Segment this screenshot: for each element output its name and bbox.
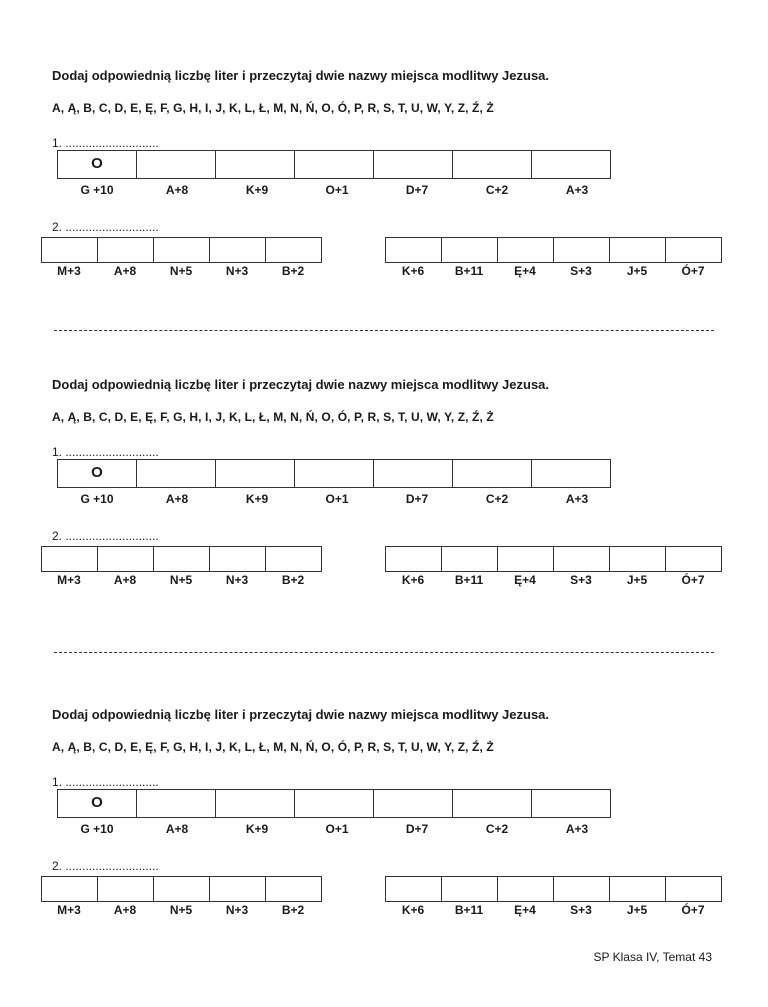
letter-hint: O+1 [325,492,349,506]
letter-box[interactable] [497,876,554,902]
letter-hint: J+5 [626,573,648,587]
letter-hint: K+6 [401,573,425,587]
letter-hint: M+3 [57,573,81,587]
letter-box[interactable] [215,459,295,488]
page-footer: SP Klasa IV, Temat 43 [593,950,712,964]
letter-box[interactable] [153,546,210,572]
letter-hint: D+7 [405,492,429,506]
alphabet-line: A, Ą, B, C, D, E, Ę, F, G, H, I, J, K, L, Ł, M, N, Ń, O, Ó, P, R, S, T, U, W, Y, Z, Ź, Ż [52,410,494,424]
letter-box[interactable] [153,237,210,263]
letter-hint: M+3 [57,264,81,278]
letter-hint: G +10 [80,492,114,506]
letter-hint: A+3 [565,822,589,836]
letter-hint: S+3 [570,264,592,278]
exercise-section-2 [0,377,768,677]
given-letter-box: O [57,150,137,179]
letter-box[interactable] [531,459,611,488]
letter-hint: M+3 [57,903,81,917]
letter-hint: K+9 [245,822,269,836]
letter-hint: S+3 [570,573,592,587]
letter-hint: J+5 [626,264,648,278]
letter-hint: A+8 [165,183,189,197]
letter-hint: O+1 [325,183,349,197]
letter-box[interactable] [609,876,666,902]
letter-hint: J+5 [626,903,648,917]
letter-box[interactable] [294,789,374,818]
letter-box[interactable] [209,876,266,902]
letter-box[interactable] [373,459,453,488]
letter-hint: A+8 [113,573,137,587]
letter-hint: C+2 [485,183,509,197]
letter-hint: K+9 [245,183,269,197]
letter-box[interactable] [265,546,322,572]
letter-hint: A+3 [565,183,589,197]
letter-hint: N+3 [225,903,249,917]
letter-box[interactable] [497,237,554,263]
letter-hint: B+11 [454,573,484,587]
letter-box[interactable] [441,876,498,902]
word1-hints [57,492,617,506]
letter-hint: Ę+4 [514,903,536,917]
letter-box[interactable] [97,546,154,572]
letter-hint: N+5 [169,264,193,278]
letter-hint: A+8 [113,903,137,917]
letter-hint: K+6 [401,264,425,278]
letter-box[interactable] [209,546,266,572]
word2b-hints [385,903,721,917]
word2b-hints [385,573,721,587]
letter-hint: G +10 [80,183,114,197]
letter-box[interactable] [136,459,216,488]
letter-hint: O+1 [325,822,349,836]
letter-box[interactable] [531,150,611,179]
letter-box[interactable] [209,237,266,263]
letter-box[interactable] [136,789,216,818]
word1-letter-boxes [57,150,611,179]
word1-hints [57,183,617,197]
letter-box[interactable] [265,876,322,902]
word1-letter-boxes [57,459,611,488]
letter-box[interactable] [452,789,532,818]
letter-box[interactable] [665,546,722,572]
given-letter-box: O [57,789,137,818]
letter-hint: A+8 [113,264,137,278]
letter-hint: K+6 [401,903,425,917]
letter-hint: C+2 [485,492,509,506]
letter-box[interactable] [97,237,154,263]
alphabet-line: A, Ą, B, C, D, E, Ę, F, G, H, I, J, K, L, Ł, M, N, Ń, O, Ó, P, R, S, T, U, W, Y, Z, Ź, Ż [52,740,494,754]
letter-box[interactable] [373,789,453,818]
answer-line-2: 2. ............................ [52,859,159,873]
answer-line-1: 1. ............................ [52,775,159,789]
letter-hint: B+2 [281,573,305,587]
letter-hint: B+11 [454,264,484,278]
exercise-section-1 [0,68,768,368]
letter-hint: S+3 [570,903,592,917]
letter-box[interactable] [41,237,98,263]
letter-hint: Ó+7 [681,264,705,278]
cut-line-1 [54,330,714,331]
letter-box[interactable] [373,150,453,179]
letter-hint: A+8 [165,822,189,836]
letter-box[interactable] [609,237,666,263]
letter-box[interactable] [553,546,610,572]
letter-box[interactable] [265,237,322,263]
letter-box[interactable] [553,876,610,902]
letter-box[interactable] [553,237,610,263]
letter-hint: N+3 [225,573,249,587]
letter-box[interactable] [441,237,498,263]
letter-hint: B+2 [281,903,305,917]
alphabet-line: A, Ą, B, C, D, E, Ę, F, G, H, I, J, K, L, Ł, M, N, Ń, O, Ó, P, R, S, T, U, W, Y, Z, Ź, Ż [52,101,494,115]
letter-hint: A+8 [165,492,189,506]
letter-hint: B+2 [281,264,305,278]
letter-hint: K+9 [245,492,269,506]
letter-box[interactable] [441,546,498,572]
answer-line-1: 1. ............................ [52,136,159,150]
letter-hint: Ó+7 [681,903,705,917]
letter-box[interactable] [41,546,98,572]
exercise-instruction: Dodaj odpowiednią liczbę liter i przeczytaj dwie nazwy miejsca modlitwy Jezusa. [52,68,550,83]
answer-line-1: 1. ............................ [52,445,159,459]
letter-hint: G +10 [80,822,114,836]
answer-line-2: 2. ............................ [52,529,159,543]
letter-hint: N+5 [169,573,193,587]
letter-hint: B+11 [454,903,484,917]
letter-hint: Ę+4 [514,573,536,587]
letter-hint: Ę+4 [514,264,536,278]
letter-box[interactable] [385,546,442,572]
letter-box[interactable] [97,876,154,902]
word2b-letter-boxes [385,546,722,572]
exercise-instruction: Dodaj odpowiednią liczbę liter i przeczytaj dwie nazwy miejsca modlitwy Jezusa. [52,707,550,722]
cut-line-2 [54,652,714,653]
word2a-letter-boxes [41,876,322,902]
exercise-instruction: Dodaj odpowiednią liczbę liter i przeczytaj dwie nazwy miejsca modlitwy Jezusa. [52,377,550,392]
letter-box[interactable] [294,150,374,179]
letter-box[interactable] [452,459,532,488]
word2a-hints [41,264,321,278]
letter-hint: A+3 [565,492,589,506]
letter-box[interactable] [665,876,722,902]
word2a-letter-boxes [41,237,322,263]
letter-box[interactable] [497,546,554,572]
letter-box[interactable] [452,150,532,179]
letter-hint: Ó+7 [681,573,705,587]
letter-hint: D+7 [405,822,429,836]
letter-hint: C+2 [485,822,509,836]
word2a-letter-boxes [41,546,322,572]
word2a-hints [41,903,321,917]
letter-box[interactable] [215,150,295,179]
letter-box[interactable] [609,546,666,572]
word1-hints [57,822,617,836]
letter-box[interactable] [41,876,98,902]
given-letter-box: O [57,459,137,488]
letter-hint: N+5 [169,903,193,917]
letter-box[interactable] [531,789,611,818]
word2b-letter-boxes [385,876,722,902]
word2a-hints [41,573,321,587]
letter-box[interactable] [385,237,442,263]
letter-box[interactable] [385,876,442,902]
letter-box[interactable] [294,459,374,488]
letter-hint: D+7 [405,183,429,197]
letter-box[interactable] [215,789,295,818]
letter-box[interactable] [136,150,216,179]
letter-box[interactable] [153,876,210,902]
letter-hint: N+3 [225,264,249,278]
letter-box[interactable] [665,237,722,263]
answer-line-2: 2. ............................ [52,220,159,234]
word2b-letter-boxes [385,237,722,263]
word1-letter-boxes [57,789,611,818]
word2b-hints [385,264,721,278]
